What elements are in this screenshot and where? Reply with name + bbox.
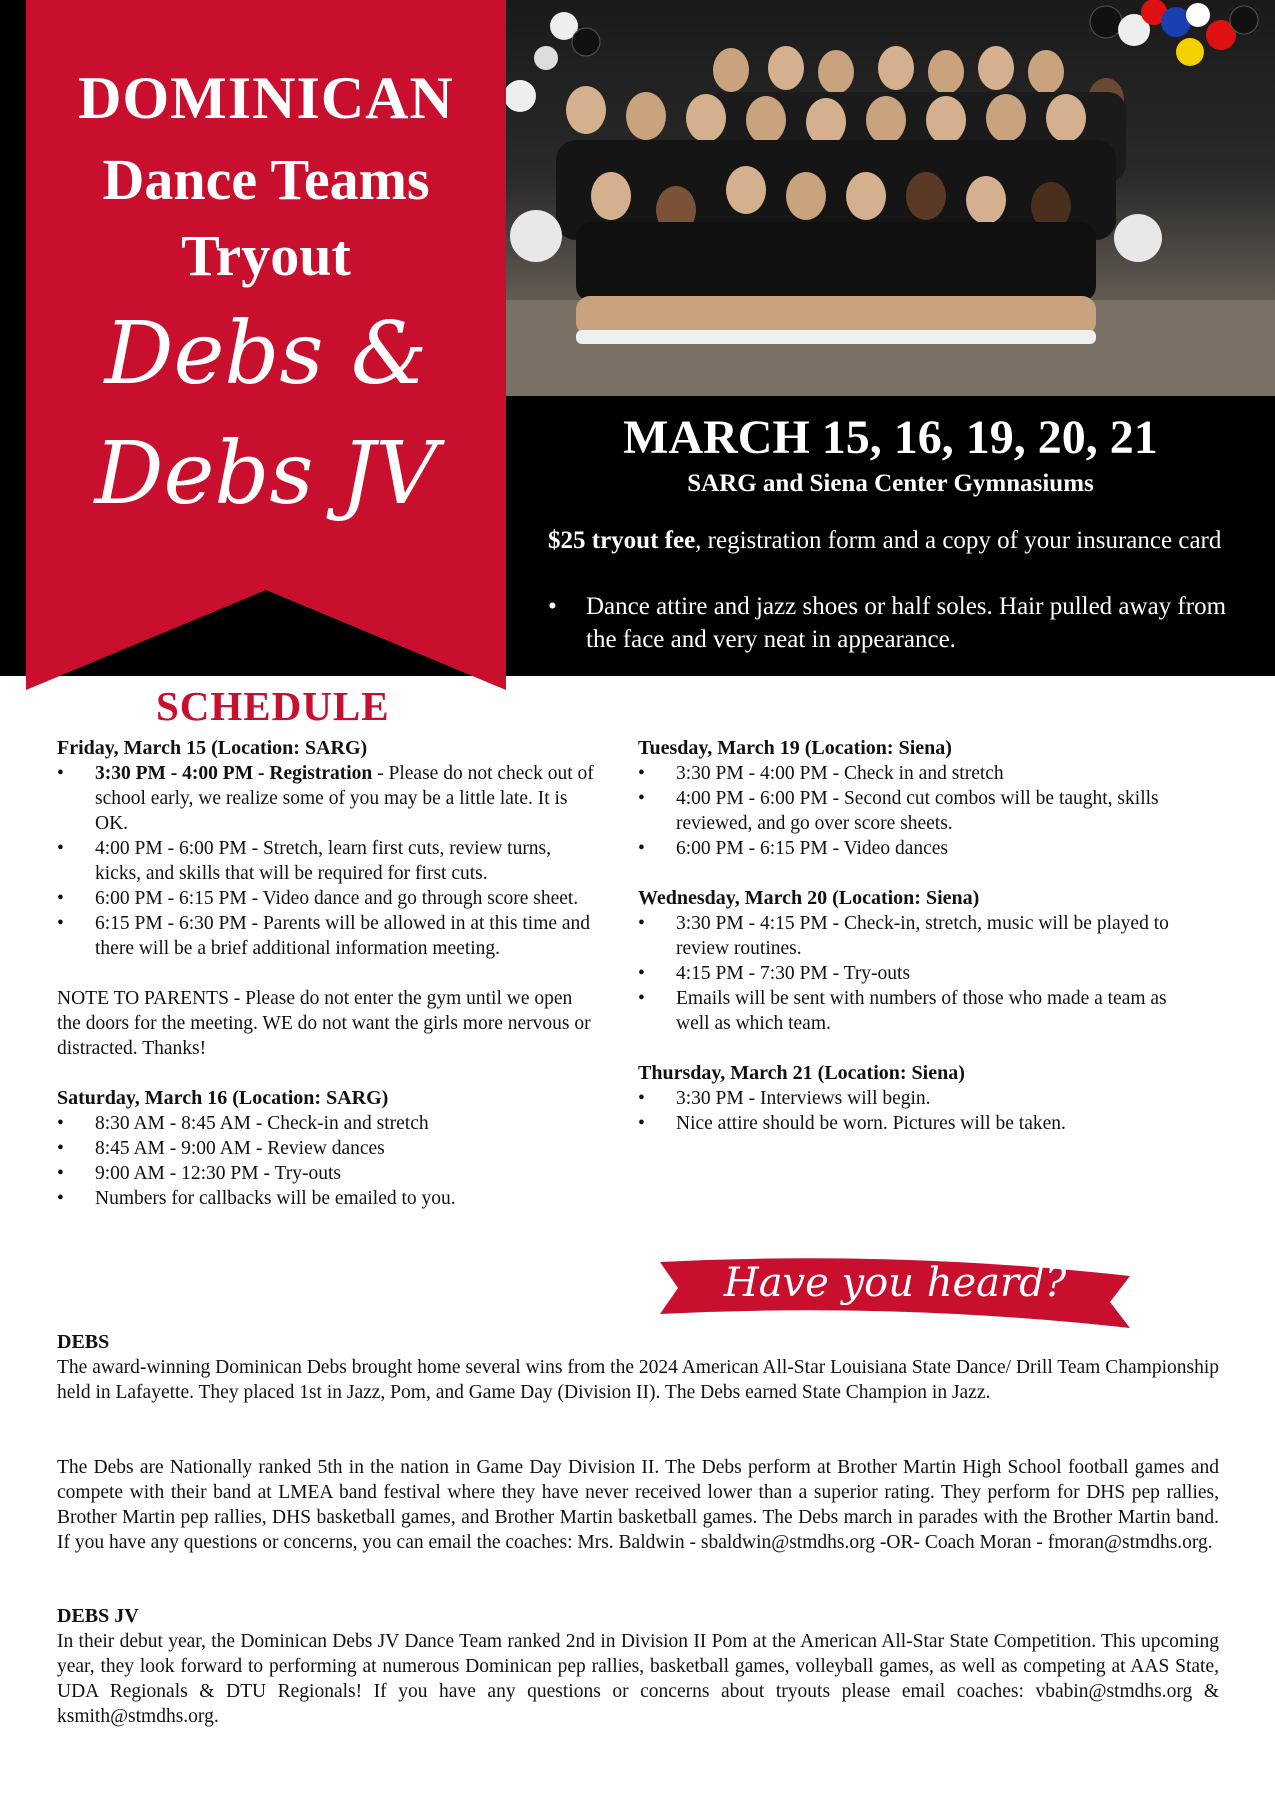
list-item-text: Nice attire should be worn. Pictures will be taken. xyxy=(676,1113,1066,1134)
bullet: • xyxy=(57,913,64,934)
bullet: • xyxy=(57,763,64,784)
note-to-parents: NOTE TO PARENTS - Please do not enter the gym until we open the doors for the meeting. WE do not want the girls more nervous or distracted. Thanks! xyxy=(57,988,591,1059)
list-item xyxy=(57,761,597,836)
tryout-title: Tryout xyxy=(181,223,351,288)
list-item-text: 6:15 PM - 6:30 PM - Parents will be allowed in at this time and there will be a brief additional information meeting. xyxy=(95,913,591,959)
thursday-list xyxy=(638,1086,1198,1136)
bullet: • xyxy=(638,1088,645,1109)
tryout-venue: SARG and Siena Center Gymnasiums xyxy=(687,470,1094,497)
attire-text: Dance attire and jazz shoes or half soles. Hair pulled away from the face and very neat in appearance. xyxy=(586,593,1227,653)
bullet: • xyxy=(638,788,645,809)
list-item xyxy=(638,836,1198,861)
list-item xyxy=(638,1111,1198,1136)
bullet: • xyxy=(57,888,64,909)
registration-rest: - Please do not check out of school early, we realize some of you may be a little late. It is OK. xyxy=(95,763,594,834)
dance-teams-title: Dance Teams xyxy=(102,147,430,212)
friday-list xyxy=(57,761,597,961)
list-item-text: 4:00 PM - 6:00 PM - Second cut combos will be taught, skills reviewed, and go over score sheets. xyxy=(676,788,1159,834)
bullet: • xyxy=(638,988,645,1009)
list-item xyxy=(57,1136,597,1161)
paragraph-text: In their debut year, the Dominican Debs JV Dance Team ranked 2nd in Division II Pom at the American All-Star State Competition. This upcoming year, they look forward to performing at numerous Dominican pep rallies, basketball games, volleyball games, as well as competing at AAS State, UDA Regionals & DTU Regionals! If you have any questions or concerns about tryouts please email coaches: vbabin@stmdhs.org & ksmith@stmdhs.org. xyxy=(57,1631,1219,1727)
list-item-text: 9:00 AM - 12:30 PM - Try-outs xyxy=(95,1163,341,1184)
team-photo xyxy=(506,0,1275,396)
bullet: • xyxy=(638,838,645,859)
list-item-text: 4:00 PM - 6:00 PM - Stretch, learn first cuts, review turns, kicks, and skills that will be required for first cuts. xyxy=(95,838,552,884)
debs-jv-script-title: Debs JV xyxy=(94,424,438,524)
paragraph-text: The award-winning Dominican Debs brought home several wins from the 2024 American All-Star Louisiana State Dance/ Drill Team Championship held in Lafayette. They placed 1st in Jazz, Pom, and Game Day (Division II). The Debs earned State Champion in Jazz. xyxy=(57,1357,1219,1403)
schedule-title: SCHEDULE xyxy=(156,683,390,729)
list-item-text: Numbers for callbacks will be emailed to you. xyxy=(95,1188,456,1209)
saturday-list xyxy=(57,1111,597,1211)
list-item xyxy=(638,786,1198,836)
list-item-text: Emails will be sent with numbers of those who made a team as well as which team. xyxy=(676,988,1167,1034)
list-item xyxy=(638,1086,1198,1111)
debs-paragraph-2 xyxy=(57,1455,1219,1555)
registration-bold: 3:30 PM - 4:00 PM - Registration xyxy=(95,763,373,784)
friday-heading: Friday, March 15 (Location: SARG) xyxy=(57,737,368,759)
list-item xyxy=(57,911,597,961)
debs-jv-heading: DEBS JV xyxy=(57,1605,139,1627)
list-item-text: 4:15 PM - 7:30 PM - Try-outs xyxy=(676,963,911,984)
bullet: • xyxy=(57,1113,64,1134)
team-photo-illustration xyxy=(506,0,1275,396)
tuesday-heading: Tuesday, March 19 (Location: Siena) xyxy=(638,737,952,759)
bullet: • xyxy=(57,838,64,859)
debs-jv-paragraph xyxy=(57,1629,1219,1729)
school-name: DOMINICAN xyxy=(78,65,454,131)
bullet: • xyxy=(57,1188,64,1209)
bullet: • xyxy=(638,763,645,784)
list-item-text: 3:30 PM - Interviews will begin. xyxy=(676,1088,931,1109)
wednesday-list xyxy=(638,911,1198,1036)
debs-paragraph-1 xyxy=(57,1355,1219,1405)
tryout-fee-text xyxy=(548,524,1238,557)
bullet: • xyxy=(638,913,645,934)
saturday-heading: Saturday, March 16 (Location: SARG) xyxy=(57,1087,389,1109)
tuesday-list xyxy=(638,761,1198,861)
bullet: • xyxy=(548,593,557,620)
bullet: • xyxy=(57,1138,64,1159)
bullet: • xyxy=(57,1163,64,1184)
fee-bold: $25 tryout fee xyxy=(548,527,696,554)
list-item xyxy=(57,836,597,886)
list-item xyxy=(57,1111,597,1136)
list-item-text: 8:45 AM - 9:00 AM - Review dances xyxy=(95,1138,385,1159)
have-you-heard-text: Have you heard? xyxy=(723,1260,1067,1306)
list-item xyxy=(57,1186,597,1211)
thursday-heading: Thursday, March 21 (Location: Siena) xyxy=(638,1062,965,1084)
list-item xyxy=(638,986,1198,1036)
list-item-text: 3:30 PM - 4:15 PM - Check-in, stretch, music will be played to review routines. xyxy=(676,913,1169,959)
debs-heading: DEBS xyxy=(57,1331,110,1353)
wednesday-heading: Wednesday, March 20 (Location: Siena) xyxy=(638,887,980,909)
list-item-text: 6:00 PM - 6:15 PM - Video dances xyxy=(676,838,949,859)
schedule-right-column xyxy=(638,736,1198,1136)
bullet: • xyxy=(638,1113,645,1134)
debs-script-title: Debs & xyxy=(104,304,428,404)
attire-requirement xyxy=(548,590,1238,656)
list-item-text: 8:30 AM - 8:45 AM - Check-in and stretch xyxy=(95,1113,429,1134)
list-item xyxy=(638,761,1198,786)
list-item xyxy=(57,886,597,911)
paragraph-text: The Debs are Nationally ranked 5th in the nation in Game Day Division II. The Debs perform at Brother Martin High School football games and compete with their band at LMEA band festival where they have never received lower than a superior rating. They perform for DHS pep rallies, Brother Martin pep rallies, DHS basketball games, and Brother Martin basketball games. The Debs march in parades with the Brother Martin band. If you have any questions or concerns, you can email the coaches: Mrs. Baldwin - sbaldwin@stmdhs.org -OR- Coach Moran - fmoran@stmdhs.org. xyxy=(57,1457,1219,1553)
list-item-text: 3:30 PM - 4:00 PM - Check in and stretch xyxy=(676,763,1004,784)
bullet: • xyxy=(638,963,645,984)
list-item-text: 6:00 PM - 6:15 PM - Video dance and go through score sheet. xyxy=(95,888,579,909)
list-item xyxy=(638,911,1198,961)
list-item xyxy=(57,1161,597,1186)
list-item xyxy=(638,961,1198,986)
schedule-left-column xyxy=(57,736,597,1211)
have-you-heard-ribbon xyxy=(660,1254,1130,1334)
fee-rest: , registration form and a copy of your insurance card xyxy=(695,527,1222,554)
tryout-dates: MARCH 15, 16, 19, 20, 21 xyxy=(623,411,1158,464)
